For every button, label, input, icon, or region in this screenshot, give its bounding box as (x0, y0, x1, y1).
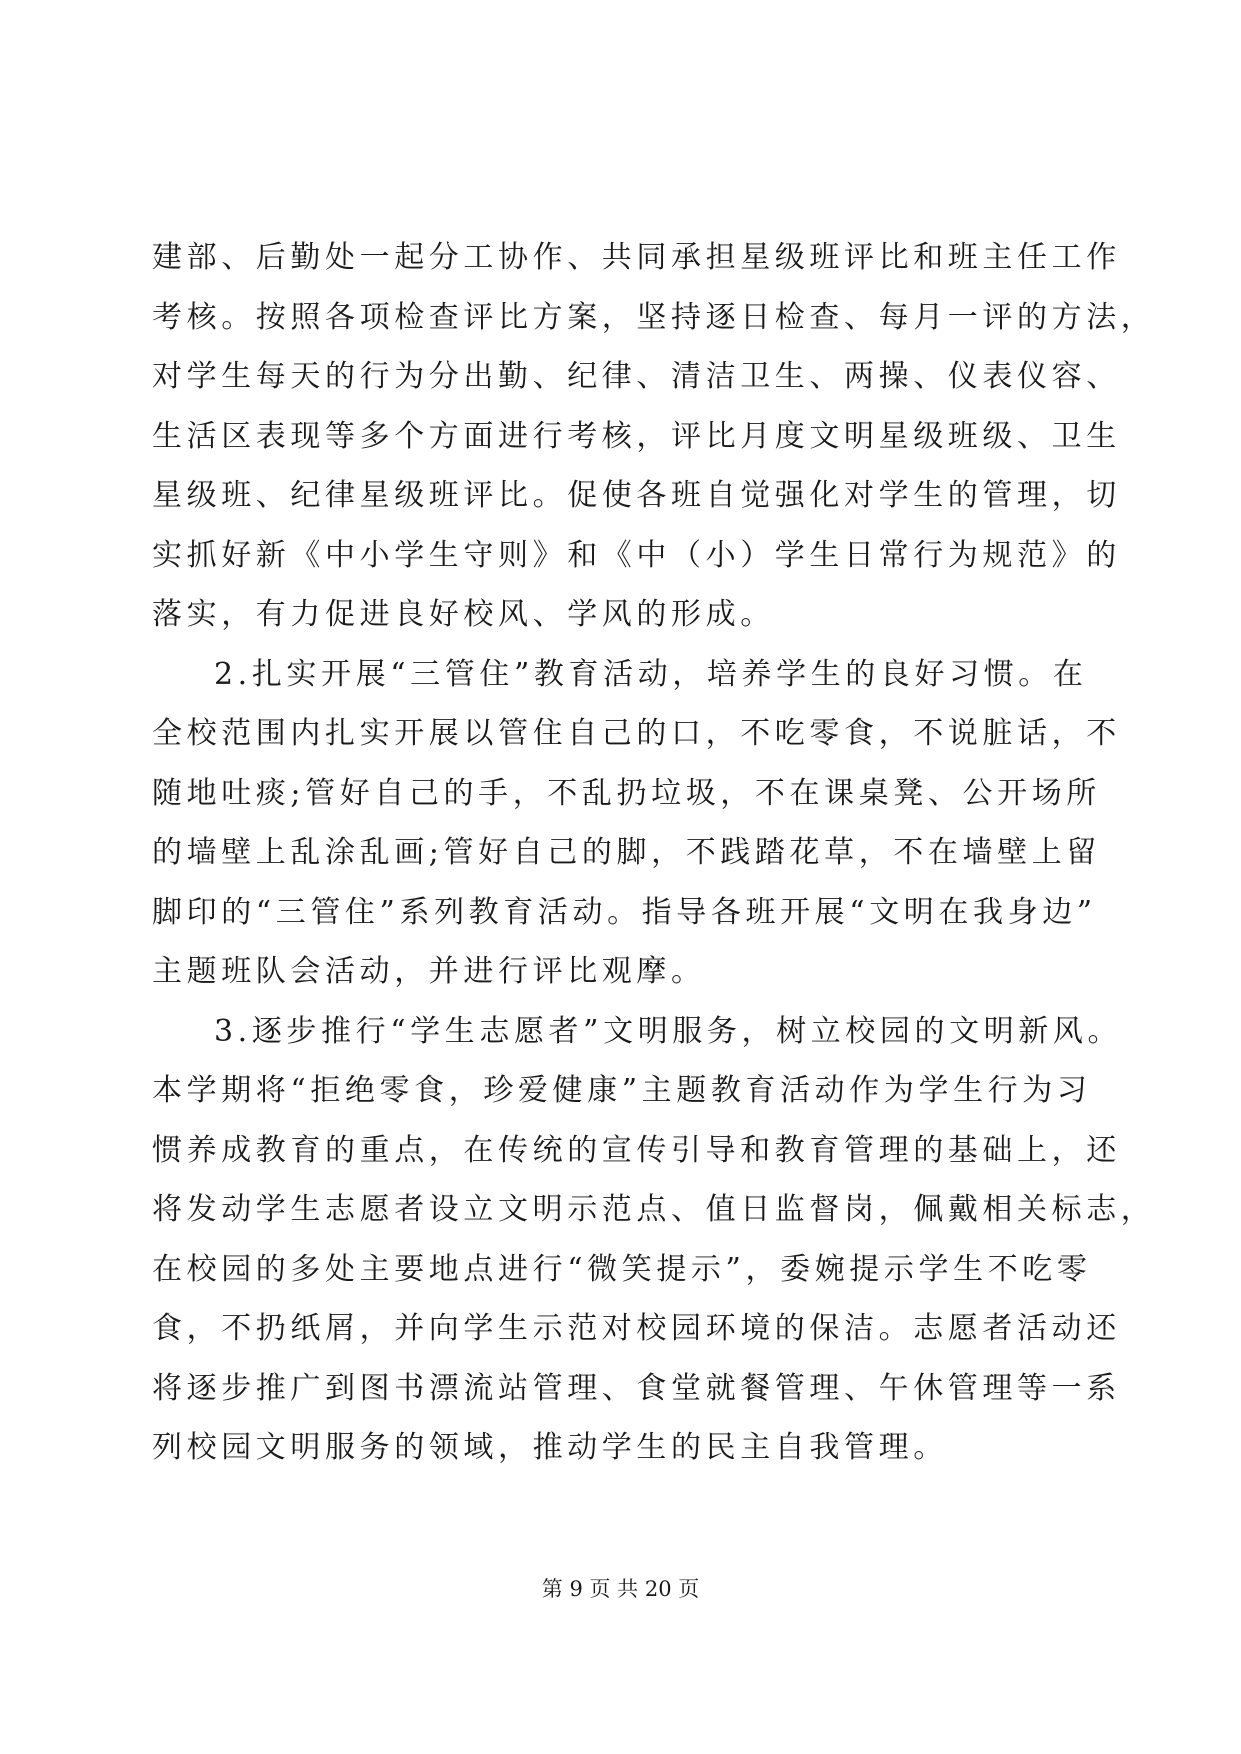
text-line: 在校园的多处主要地点进行“微笑提示”，委婉提示学生不吃零 (152, 1251, 1092, 1287)
text-line: 星级班、纪律星级班评比。促使各班自觉强化对学生的管理，切 (152, 478, 1121, 513)
text-line: 本学期将“拒绝零食，珍爱健康”主题教育活动作为学生行为习 (152, 1073, 1092, 1108)
paragraph-1 (152, 228, 1156, 645)
text-line: 对学生每天的行为分出勤、纪律、清洁卫生、两操、仪表仪容、 (152, 359, 1121, 394)
text-line: 脚印的“三管住”系列教育活动。指导各班开展“文明在我身边” (152, 894, 1097, 930)
text-line: 列校园文明服务的领域，推动学生的民主自我管理。 (152, 1430, 948, 1465)
text-line: 考核。按照各项检查评比方案，坚持逐日检查、每月一评的方法， (152, 299, 1156, 335)
paragraph-3 (152, 1002, 1156, 1478)
paragraph-2 (152, 645, 1121, 1002)
text-line: 建部、后勤处一起分工协作、共同承担星级班评比和班主任工作 (152, 240, 1121, 275)
text-line: 落实，有力促进良好校风、学风的形成。 (152, 597, 775, 632)
text-line: 的墙壁上乱涂乱画;管好自己的脚，不践踏花草，不在墙壁上留 (152, 835, 1101, 870)
text-line: 全校范围内扎实开展以管住自己的口，不吃零食，不说脏话，不 (152, 716, 1121, 751)
text-line: 实抓好新《中小学生守则》和《中（小）学生日常行为规范》的 (152, 537, 1121, 573)
text-line: 食，不扔纸屑，并向学生示范对校园环境的保洁。志愿者活动还 (152, 1311, 1121, 1346)
text-line: 3.逐步推行“学生志愿者”文明服务，树立校园的文明新风。 (214, 1013, 1123, 1049)
text-line: 将逐步推广到图书漂流站管理、食堂就餐管理、午休管理等一系 (152, 1370, 1121, 1406)
text-line: 将发动学生志愿者设立文明示范点、值日监督岗，佩戴相关标志， (152, 1192, 1156, 1227)
page-number-footer: 第 9 页 共 20 页 (541, 1577, 700, 1601)
document-body (152, 228, 1156, 1478)
text-line: 惯养成教育的重点，在传统的宣传引导和教育管理的基础上，还 (152, 1132, 1121, 1168)
text-line: 主题班队会活动，并进行评比观摩。 (152, 954, 706, 989)
text-line: 2.扎实开展“三管住”教育活动，培养学生的良好习惯。在 (214, 656, 1088, 692)
text-line: 随地吐痰;管好自己的手，不乱扔垃圾，不在课桌凳、公开场所 (152, 775, 1101, 811)
text-line: 生活区表现等多个方面进行考核，评比月度文明星级班级、卫生 (152, 418, 1121, 454)
